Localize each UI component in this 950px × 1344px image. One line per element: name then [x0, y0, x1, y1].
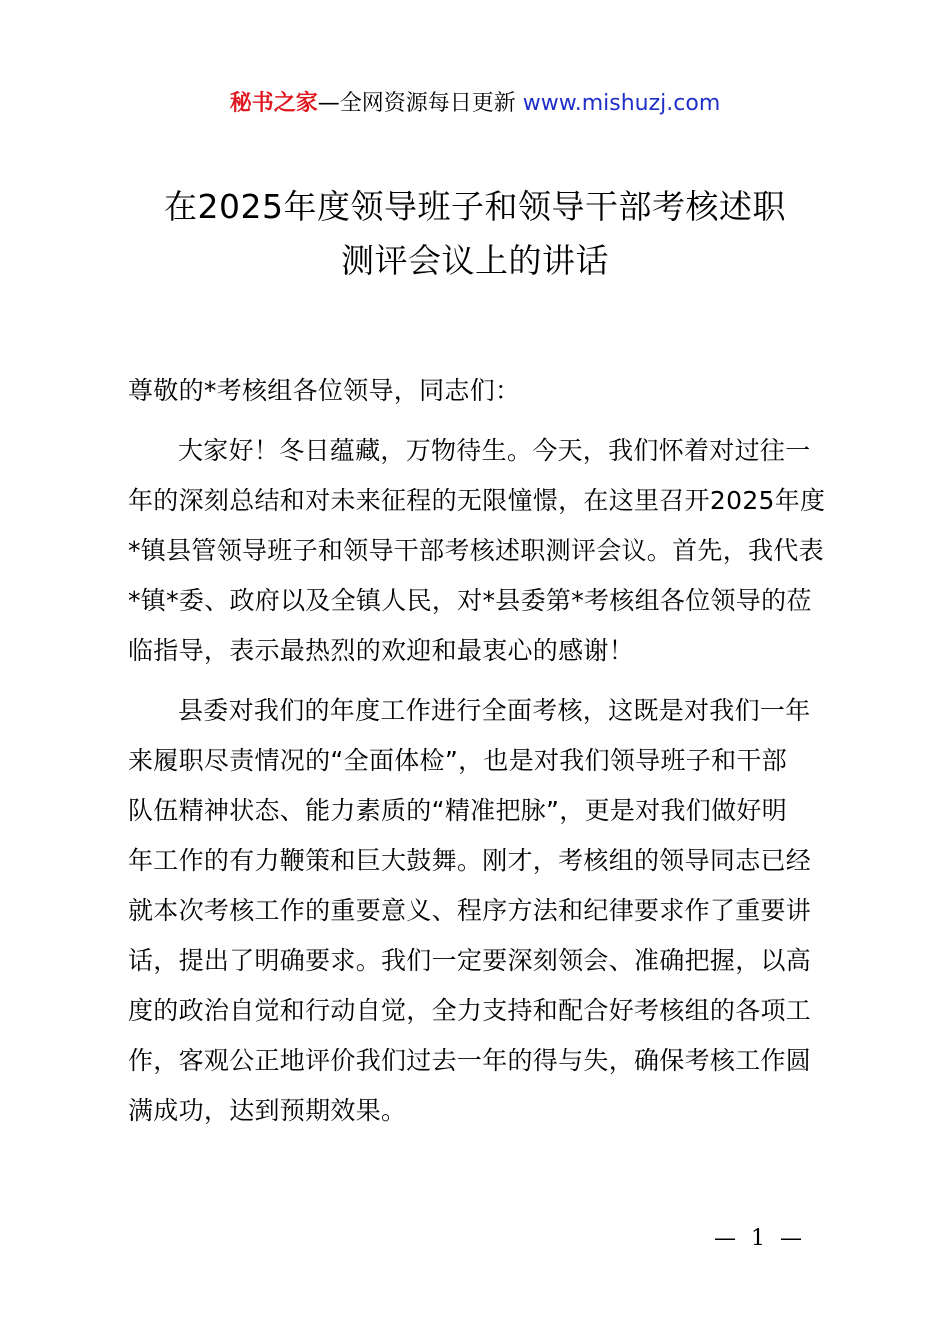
title-line-2: 测评会议上的讲话	[341, 241, 609, 280]
paragraph-line: 就本次考核工作的重要意义、程序方法和纪律要求作了重要讲	[128, 896, 812, 925]
paragraph-line: 大家好！冬日蕴藏，万物待生。今天，我们怀着对过往一	[178, 436, 811, 465]
header-slogan: —全网资源每日更新	[317, 91, 523, 116]
paragraph-1	[128, 426, 834, 676]
paragraph-2	[128, 686, 834, 1136]
paragraph-line: 满成功，达到预期效果。	[128, 1096, 407, 1125]
paragraph-line: *镇县管领导班子和领导干部考核述职测评会议。首先，我代表	[128, 536, 824, 565]
paragraph-line: 作，客观公正地评价我们过去一年的得与失，确保考核工作圆	[128, 1046, 812, 1075]
paragraph-line: *镇*委、政府以及全镇人民，对*县委第*考核组各位领导的莅	[128, 586, 812, 615]
salutation: 尊敬的*考核组各位领导，同志们：	[128, 376, 521, 405]
paragraph-line: 度的政治自觉和行动自觉，全力支持和配合好考核组的各项工	[128, 996, 812, 1025]
title-line-1: 在2025年度领导班子和领导干部考核述职	[164, 187, 786, 226]
paragraph-line: 县委对我们的年度工作进行全面考核，这既是对我们一年	[178, 696, 811, 725]
paragraph-line: 队伍精神状态、能力素质的“精准把脉”，更是对我们做好明	[128, 796, 788, 825]
paragraph-line: 话，提出了明确要求。我们一定要深刻领会、准确把握，以高	[128, 946, 812, 975]
paragraph-line: 临指导，表示最热烈的欢迎和最衷心的感谢！	[128, 636, 635, 665]
paragraph-line: 年工作的有力鞭策和巨大鼓舞。刚才，考核组的领导同志已经	[128, 846, 812, 875]
page-header	[0, 86, 950, 122]
brand-name: 秘书之家	[229, 91, 318, 116]
document-title	[60, 180, 890, 288]
header-url-link[interactable]: www.mishuzj.com	[522, 91, 721, 116]
paragraph-line: 年的深刻总结和对未来征程的无限憧憬，在这里召开2025年度	[128, 486, 826, 515]
paragraph-line: 来履职尽责情况的“全面体检”，也是对我们领导班子和干部	[128, 746, 788, 775]
page-number: — 1 —	[714, 1226, 806, 1251]
document-body	[128, 366, 834, 1146]
